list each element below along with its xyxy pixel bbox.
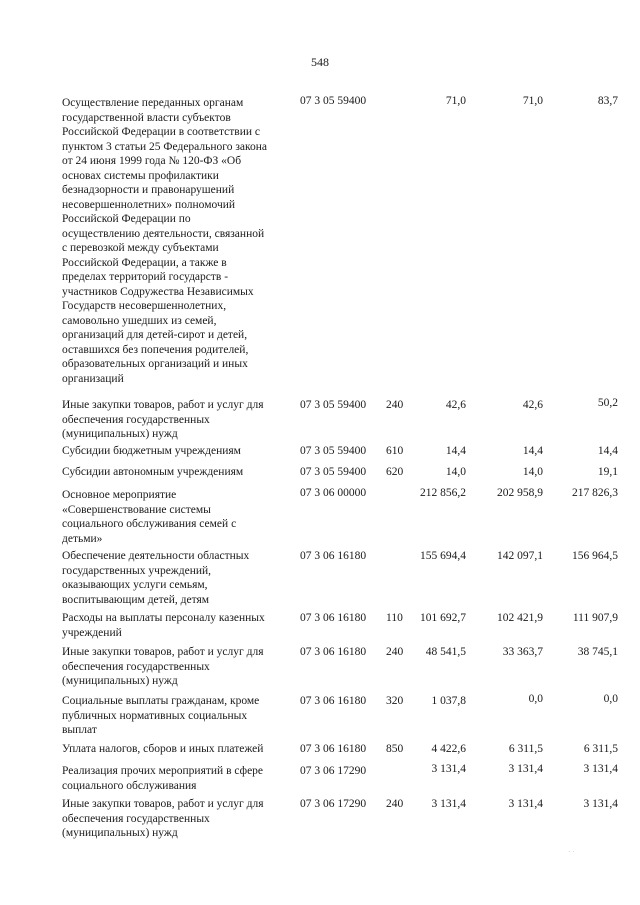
- row-name-line: Социальные выплаты гражданам, кроме: [62, 695, 260, 707]
- target-code: 07 3 06 16180: [300, 743, 367, 755]
- expense-type-code: 240: [386, 798, 404, 810]
- row-name-line: оказывающих услуги семьям,: [62, 579, 208, 591]
- value-year-3: 0,0: [603, 693, 618, 705]
- value-year-3: 217 826,3: [572, 487, 618, 499]
- value-year-3: 19,1: [597, 466, 618, 478]
- row-name: [62, 488, 294, 546]
- row-name-line: Российской Федерации по: [62, 213, 191, 225]
- value-year-2: 6 311,5: [508, 743, 543, 755]
- value-year-1: 3 131,4: [431, 798, 466, 810]
- row-name-line: организаций: [62, 372, 124, 385]
- row-name-line: с перевозкой между субъектами: [62, 242, 219, 254]
- row-name-line: организаций для детей-сирот и детей,: [62, 329, 248, 341]
- row-name: [62, 694, 294, 738]
- row-name-line: Основное мероприятие: [62, 489, 177, 501]
- value-year-2: 42,6: [522, 399, 543, 411]
- value-year-2: 3 131,4: [508, 798, 543, 810]
- target-code: 07 3 05 59400: [300, 95, 367, 107]
- row-name: [62, 398, 294, 442]
- row-name: [62, 549, 294, 607]
- row-name: [62, 742, 294, 757]
- row-name-line: Осуществление переданных органам: [62, 97, 244, 109]
- row-name-line: социального обслуживания семей с: [62, 518, 237, 530]
- row-name: [62, 465, 294, 480]
- target-code: 07 3 05 59400: [300, 466, 367, 478]
- row-name-line: «Совершенствование системы: [62, 503, 211, 516]
- value-year-1: 71,0: [445, 95, 466, 107]
- row-name: [62, 797, 294, 841]
- value-year-3: 3 131,4: [583, 798, 618, 810]
- value-year-2: 0,0: [528, 693, 543, 705]
- value-year-3: 3 131,4: [583, 763, 618, 775]
- target-code: 07 3 06 16180: [300, 695, 367, 707]
- expense-type-code: 240: [386, 646, 404, 658]
- expense-type-code: 110: [386, 612, 403, 624]
- row-name-line: Уплата налогов, сборов и иных платежей: [62, 743, 264, 755]
- row-name-line: (муниципальных) нужд: [62, 428, 178, 440]
- row-name-line: Государств несовершеннолетних,: [62, 300, 227, 312]
- row-name-line: Обеспечение деятельности областных: [62, 550, 250, 562]
- row-name: [62, 96, 294, 386]
- target-code: 07 3 05 59400: [300, 399, 367, 411]
- value-year-3: 83,7: [597, 95, 618, 107]
- expense-type-code: 620: [386, 466, 404, 478]
- target-code: 07 3 06 00000: [300, 487, 367, 499]
- value-year-2: 71,0: [522, 95, 543, 107]
- row-name-line: несовершеннолетних» полномочий: [62, 198, 236, 211]
- value-year-3: 50,2: [597, 397, 618, 409]
- value-year-2: 33 363,7: [502, 646, 543, 658]
- value-year-3: 14,4: [597, 445, 618, 457]
- value-year-1: 1 037,8: [431, 695, 466, 707]
- row-name-line: социального обслуживания: [62, 779, 197, 792]
- expense-type-code: 320: [386, 695, 404, 707]
- row-name-line: Субсидии автономным учреждениям: [62, 466, 244, 478]
- row-name-line: учреждений: [62, 626, 122, 639]
- target-code: 07 3 05 59400: [300, 445, 367, 457]
- value-year-1: 155 694,4: [420, 550, 466, 562]
- target-code: 07 3 06 17290: [300, 798, 367, 810]
- row-name-line: осуществлению деятельности, связанной: [62, 227, 265, 240]
- page-number: 548: [311, 55, 329, 69]
- row-name-line: государственной власти субъектов: [62, 111, 231, 124]
- value-year-1: 3 131,4: [431, 763, 466, 775]
- row-name-line: обеспечения государственных: [62, 660, 210, 673]
- value-year-1: 14,4: [445, 445, 466, 457]
- value-year-1: 48 541,5: [425, 646, 466, 658]
- row-name-line: самовольно ушедших из семей,: [62, 314, 217, 327]
- value-year-1: 4 422,6: [431, 743, 466, 755]
- row-name-line: от 24 июня 1999 года № 120-ФЗ «Об: [62, 155, 242, 167]
- row-name-line: безнадзорности и правонарушений: [62, 184, 235, 196]
- row-name-line: образовательных организаций и иных: [62, 358, 248, 370]
- row-name-line: Расходы на выплаты персоналу казенных: [62, 612, 265, 624]
- target-code: 07 3 06 16180: [300, 646, 367, 658]
- row-name: [62, 611, 294, 640]
- value-year-3: 111 907,9: [572, 612, 618, 624]
- row-name-line: Субсидии бюджетным учреждениям: [62, 445, 241, 457]
- row-name-line: воспитывающим детей, детям: [62, 593, 210, 606]
- value-year-2: 142 097,1: [497, 550, 543, 562]
- value-year-1: 14,0: [445, 466, 466, 478]
- row-name-line: государственных учреждений,: [62, 564, 212, 577]
- value-year-2: 14,4: [522, 445, 543, 457]
- value-year-1: 42,6: [445, 399, 466, 411]
- value-year-3: 6 311,5: [583, 743, 618, 755]
- row-name-line: (муниципальных) нужд: [62, 827, 178, 839]
- expense-type-code: 240: [386, 399, 404, 411]
- row-name: [62, 764, 294, 793]
- value-year-1: 101 692,7: [420, 612, 466, 624]
- row-name-line: детьми»: [62, 532, 103, 545]
- value-year-3: 156 964,5: [572, 550, 618, 562]
- value-year-3: 38 745,1: [577, 646, 618, 658]
- row-name-line: (муниципальных) нужд: [62, 675, 178, 687]
- row-name-line: Российской Федерации в соответствии с: [62, 126, 260, 138]
- row-name-line: пределах территорий государств -: [62, 271, 229, 283]
- value-year-2: 14,0: [522, 466, 543, 478]
- expense-type-code: 610: [386, 445, 404, 457]
- row-name: [62, 645, 294, 689]
- row-name-line: пунктом 3 статьи 25 Федерального закона: [62, 140, 267, 153]
- expense-type-code: 850: [386, 743, 404, 755]
- value-year-2: 3 131,4: [508, 763, 543, 775]
- row-name-line: публичных нормативных социальных: [62, 709, 248, 722]
- row-name-line: Реализация прочих мероприятий в сфере: [62, 765, 264, 777]
- target-code: 07 3 06 17290: [300, 765, 367, 777]
- value-year-2: 102 421,9: [497, 612, 543, 624]
- row-name-line: выплат: [62, 724, 97, 736]
- row-name-line: Иные закупки товаров, работ и услуг для: [62, 798, 264, 810]
- row-name-line: оставшихся без попечения родителей,: [62, 343, 249, 356]
- row-name-line: Российской Федерации, а также в: [62, 256, 227, 269]
- row-name: [62, 444, 294, 459]
- target-code: 07 3 06 16180: [300, 612, 367, 624]
- scan-artifact: · ·: [568, 848, 575, 856]
- value-year-1: 212 856,2: [420, 487, 466, 499]
- row-name-line: участников Содружества Независимых: [62, 285, 254, 298]
- row-name-line: основах системы профилактики: [62, 169, 219, 182]
- target-code: 07 3 06 16180: [300, 550, 367, 562]
- row-name-line: Иные закупки товаров, работ и услуг для: [62, 399, 264, 411]
- row-name-line: Иные закупки товаров, работ и услуг для: [62, 646, 264, 658]
- row-name-line: обеспечения государственных: [62, 812, 210, 825]
- value-year-2: 202 958,9: [497, 487, 543, 499]
- row-name-line: обеспечения государственных: [62, 413, 210, 426]
